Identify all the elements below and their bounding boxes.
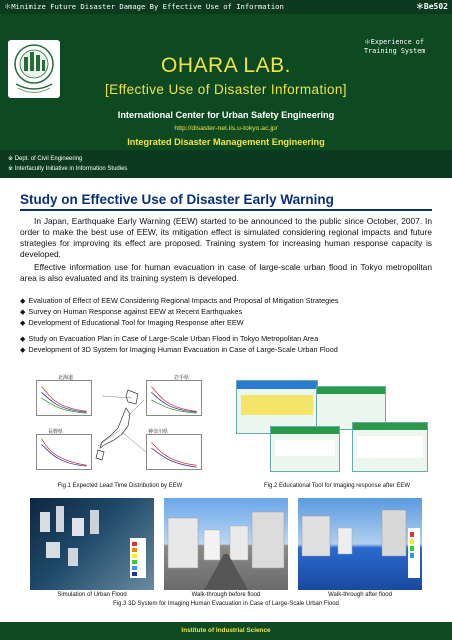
panel-label: 北海道 <box>58 375 74 381</box>
study-title: Study on Effective Use of Disaster Early Warning <box>20 192 334 207</box>
lab-title: OHARA LAB. <box>161 54 291 77</box>
list-item: ◆ Study on Evacuation Plan in Case of Large-Scale Urban Flood in Tokyo Metropolitan Area <box>20 334 440 345</box>
figure-1-lead-time <box>28 376 208 480</box>
affiliation-notes <box>0 150 452 178</box>
figure-2-caption: Fig.2 Educational Tool for Imaging response after EEW <box>264 483 410 489</box>
affiliation-note: ※ Interfaculty Initiative in Information Studies <box>8 166 128 172</box>
lab-url-link[interactable]: http://disaster-net.iis.u-tokyo.ac.jp/ <box>174 125 278 132</box>
figure-1-caption: Fig.1 Expected Lead Time Distribution by EEW <box>57 483 183 489</box>
experience-note: ＊Experience of Training System <box>364 38 426 55</box>
lead-time-chart <box>146 434 202 470</box>
center-name: International Center for Urban Safety Engineering <box>117 110 335 120</box>
lead-time-chart <box>146 380 202 416</box>
panel-label: 神奈川県 <box>148 429 169 435</box>
panel-label: 岩手県 <box>174 375 190 381</box>
flood-paragraph: Effective information use for human evacuation in case of large-scale urban flood in Tokyo metropolitan area is also evaluated and its training system is developed. <box>20 262 432 283</box>
intro-paragraph: In Japan, Earthquake Early Warning (EEW) started to be announced to the public since October, 2007. In order to make the best use of EEW, its mitigation effect is simulated considering regional impacts and future strategies for improving its effect are proposed. Training system for increasing human response capacity is developed. <box>20 216 432 259</box>
list-item: ◆ Evaluation of Effect of EEW Considering Regional Impacts and Proposal of Mitigation Strategies <box>20 296 440 307</box>
tool-screen <box>270 426 340 472</box>
walkthrough-after-flood-image <box>298 498 422 590</box>
flood-bullet-list <box>20 334 440 356</box>
title-divider <box>20 209 432 211</box>
lead-time-chart <box>36 380 92 416</box>
booth-code: ＊Be502 <box>415 2 448 11</box>
list-item: ◆ Development of Educational Tool for Imaging Response after EEW <box>20 318 440 329</box>
top-tagline-bar <box>0 0 452 14</box>
urban-flood-simulation-image <box>30 498 154 590</box>
affiliation-note: ※ Dept. of Civil Engineering <box>8 156 83 162</box>
institute-footer: Institute of Industrial Science <box>0 622 452 640</box>
panel-label: 長野県 <box>48 429 64 435</box>
fig3-label: Walk-through after flood <box>328 592 392 598</box>
figure-2-educational-tool <box>232 376 432 480</box>
lead-time-chart <box>36 434 92 470</box>
list-item: ◆ Development of 3D System for Imaging Human Evacuation in Case of Large-Scale Urban Flood <box>20 345 440 356</box>
tagline-text: ＊Minimize Future Disaster Damage By Effective Use of Information <box>4 2 284 11</box>
lab-subtitle: [Effective Use of Disaster Information] <box>105 82 347 97</box>
list-item: ◆ Survey on Human Response against EEW at Recent Earthquakes <box>20 307 440 318</box>
japan-map-icon <box>92 386 146 470</box>
tool-screen <box>352 422 428 472</box>
eew-bullet-list <box>20 296 440 329</box>
figure-3-caption: Fig.3 3D System for Imaging Human Evacuation in Case of Large-Scale Urban Flood <box>113 601 339 607</box>
fig3-label: Simulation of Urban Flood <box>57 592 127 598</box>
fig3-label: Walk-through before flood <box>191 592 261 598</box>
walkthrough-before-flood-image <box>164 498 288 590</box>
lab-header <box>0 14 452 164</box>
department-name: Integrated Disaster Management Engineering <box>127 137 325 147</box>
